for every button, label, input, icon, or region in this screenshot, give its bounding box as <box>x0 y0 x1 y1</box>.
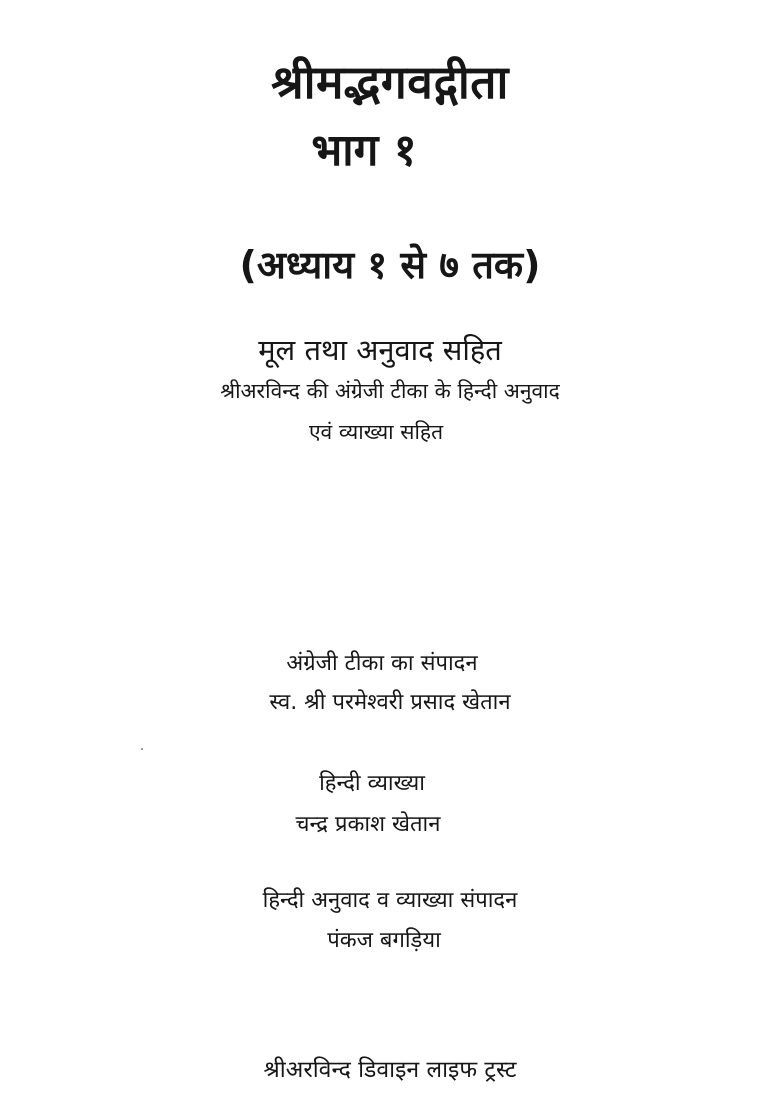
hindi-commentator-name: चन्द्र प्रकाश खेतान <box>295 812 441 837</box>
scan-speck <box>141 748 143 750</box>
hindi-commentary-role: हिन्दी व्याख्या <box>319 771 425 796</box>
book-subtitle: मूल तथा अनुवाद सहित <box>258 333 502 367</box>
subtitle-line-2: श्रीअरविन्द की अंग्रेजी टीका के हिन्दी अनुवाद <box>220 379 560 403</box>
book-part: भाग १ <box>311 125 417 176</box>
publisher-name: श्रीअरविन्द डिवाइन लाइफ ट्रस्ट <box>263 1057 517 1083</box>
translation-editor-name: पंकज बगड़िया <box>327 928 441 953</box>
english-editor-name: स्व. श्री परमेश्वरी प्रसाद खेतान <box>269 690 511 715</box>
chapter-range: (अध्याय १ से ७ तक) <box>239 243 541 287</box>
subtitle-line-3: एवं व्याख्या सहित <box>308 420 444 444</box>
english-editing-role: अंग्रेजी टीका का संपादन <box>286 651 478 676</box>
book-title: श्रीमद्भगवद्गीता <box>271 55 509 109</box>
translation-editing-role: हिन्दी अनुवाद व व्याख्या संपादन <box>262 888 518 913</box>
